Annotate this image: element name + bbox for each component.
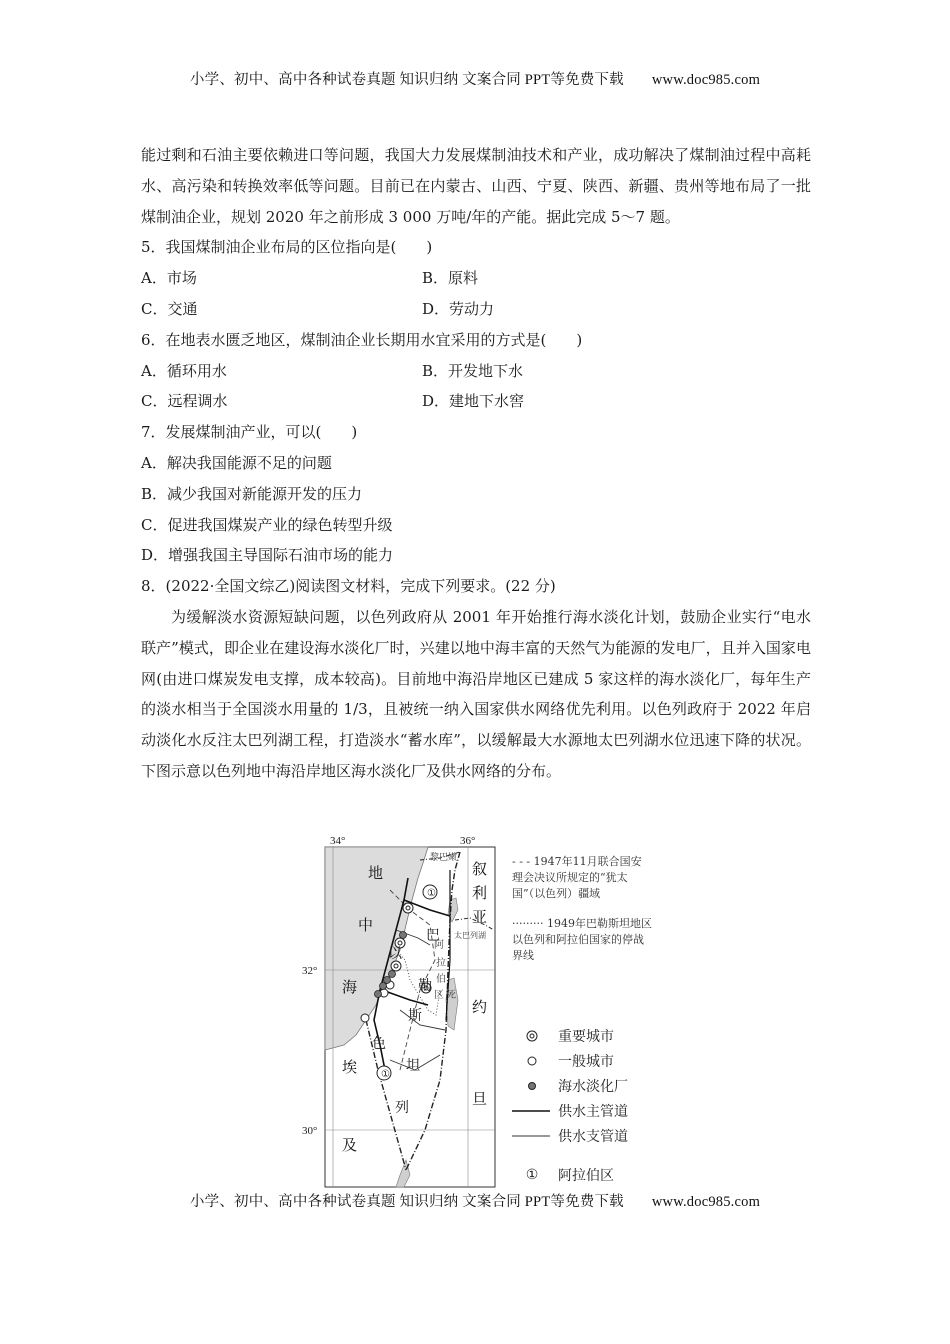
- svg-text:叙: 叙: [472, 862, 488, 878]
- arab-marker-north: ①: [427, 888, 436, 899]
- map-legend: [512, 1023, 652, 1187]
- question-stem: 8．(2022·全国文综乙)阅读图文材料，完成下列要求。(22 分): [141, 577, 556, 596]
- question-8: [141, 571, 811, 787]
- option-c: C．促进我国煤炭产业的绿色转型升级: [141, 515, 393, 534]
- question-stem: 5．我国煤制油企业布局的区位指向是( ): [141, 238, 433, 257]
- option-d: D．建地下水窖: [422, 392, 525, 411]
- option-c: C．交通: [141, 299, 198, 318]
- svg-text:阿: 阿: [434, 940, 444, 951]
- material-paragraph: 为缓解淡水资源短缺问题，以色列政府从 2001 年开始推行海水淡化计划，鼓励企业实行“电水联产”模式，即企业在建设海水淡化厂时，兴建以地中海丰富的天然气为能源的发电厂，且并入国家电网(由进口煤炭发电支撑，成本较高)。目前地中海沿岸地区已建成 5 家这样的海水淡化厂，每年生产的淡水相当于全国淡水用量的 1/3，且被统一纳入国家供水网络优先利用。以色列政府于 2022 年启动淡化水反注太巴列湖工程，打造淡水“蓄水库”，以缓解最大水源地太巴列湖水位迅速下降的状况。下图示意以色列地中海沿岸地区海水淡化厂及供水网络的分布。: [141, 607, 811, 780]
- option-a: A．解决我国能源不足的问题: [141, 453, 332, 472]
- option-b: B．减少我国对新能源开发的压力: [141, 484, 363, 503]
- svg-text:斯: 斯: [408, 1009, 422, 1024]
- svg-text:勒: 勒: [418, 979, 432, 994]
- option-b: B．原料: [422, 269, 479, 288]
- footer-site: www.doc985.com: [651, 1194, 761, 1210]
- lon-label-34: 34°: [330, 835, 346, 847]
- option-b: B．开发地下水: [422, 361, 524, 380]
- question-5: [141, 232, 811, 324]
- arab-area-marker-icon: ①: [525, 1166, 539, 1183]
- svg-text:坦: 坦: [406, 1059, 420, 1074]
- svg-text:地: 地: [368, 866, 384, 882]
- legend-main-pipeline: 供水主管道: [512, 1098, 652, 1123]
- general-city-icon: [512, 1055, 552, 1067]
- question-stem: 6．在地表水匮乏地区，煤制油企业长期用水宜采用的方式是( ): [141, 330, 583, 349]
- svg-text:巴: 巴: [426, 929, 440, 944]
- svg-text:埃: 埃: [342, 1060, 358, 1076]
- option-c: C．远程调水: [141, 392, 228, 411]
- svg-text:太巴列湖: 太巴列湖: [454, 931, 486, 940]
- svg-text:中: 中: [358, 918, 374, 934]
- question-7: [141, 417, 811, 571]
- legend-1947-boundary: - - - 1947年11月联合国安理会决议所规定的“犹太国”（以色列）疆域: [512, 855, 642, 900]
- legend-boundaries: [512, 854, 652, 978]
- page-header: [0, 68, 950, 89]
- branch-pipeline-icon: [512, 1133, 552, 1139]
- lon-label-36: 36°: [460, 835, 476, 847]
- svg-text:拉: 拉: [436, 958, 446, 969]
- document-body: [141, 140, 811, 787]
- option-d: D．增强我国主导国际石油市场的能力: [141, 546, 394, 565]
- question-stem: 7．发展煤制油产业，可以( ): [141, 423, 358, 442]
- lat-label-30: 30°: [302, 1125, 318, 1137]
- question-6: [141, 325, 811, 417]
- legend-branch-pipeline: 供水支管道: [512, 1123, 652, 1148]
- israel-map-figure: [300, 830, 660, 1190]
- lat-label-32: 32°: [302, 965, 318, 977]
- svg-text:区: 区: [434, 990, 444, 1001]
- svg-text:黎巴嫩: 黎巴嫩: [430, 852, 458, 862]
- desalination-plant-icon: [512, 1080, 552, 1092]
- svg-text:及: 及: [342, 1138, 358, 1154]
- svg-text:伯: 伯: [436, 974, 446, 985]
- footer-text: 小学、初中、高中各种试卷真题 知识归纳 文案合同 PPT等免费下载: [189, 1194, 624, 1210]
- arab-marker-south: ①: [381, 1069, 390, 1080]
- svg-text:色: 色: [372, 1037, 386, 1052]
- legend-major-city: 重要城市: [512, 1023, 652, 1048]
- header-site: www.doc985.com: [651, 72, 761, 88]
- option-a: A．市场: [141, 269, 197, 288]
- page-footer: [0, 1190, 950, 1211]
- major-city-icon: [512, 1030, 552, 1042]
- svg-text:旦: 旦: [472, 1092, 488, 1108]
- legend-1949-armistice-line: ········· 1949年巴勒斯坦地区以色列和阿拉伯国家的停战界线: [512, 917, 652, 962]
- svg-text:约: 约: [472, 1000, 488, 1016]
- legend-general-city: 一般城市: [512, 1048, 652, 1073]
- main-pipeline-icon: [512, 1108, 552, 1114]
- legend-arab-area: ① 阿拉伯区: [512, 1162, 652, 1187]
- svg-text:列: 列: [395, 1101, 409, 1116]
- legend-desalination-plant: 海水淡化厂: [512, 1073, 652, 1098]
- svg-text:死: 死: [446, 990, 456, 1001]
- svg-text:海: 海: [342, 980, 358, 996]
- svg-text:利: 利: [472, 886, 488, 902]
- svg-text:亚: 亚: [472, 910, 488, 926]
- header-text: 小学、初中、高中各种试卷真题 知识归纳 文案合同 PPT等免费下载: [189, 72, 624, 88]
- map-graphic: [300, 830, 512, 1190]
- intro-paragraph: 能过剩和石油主要依赖进口等问题，我国大力发展煤制油技术和产业，成功解决了煤制油过程中高耗水、高污染和转换效率低等问题。目前已在内蒙古、山西、宁夏、陕西、新疆、贵州等地布局了一批煤制油企业，规划 2020 年之前形成 3 000 万吨/年的产能。据此完成 5～7 题。: [141, 146, 811, 226]
- option-a: A．循环用水: [141, 361, 227, 380]
- svg-text:以: 以: [388, 947, 402, 962]
- option-d: D．劳动力: [422, 299, 495, 318]
